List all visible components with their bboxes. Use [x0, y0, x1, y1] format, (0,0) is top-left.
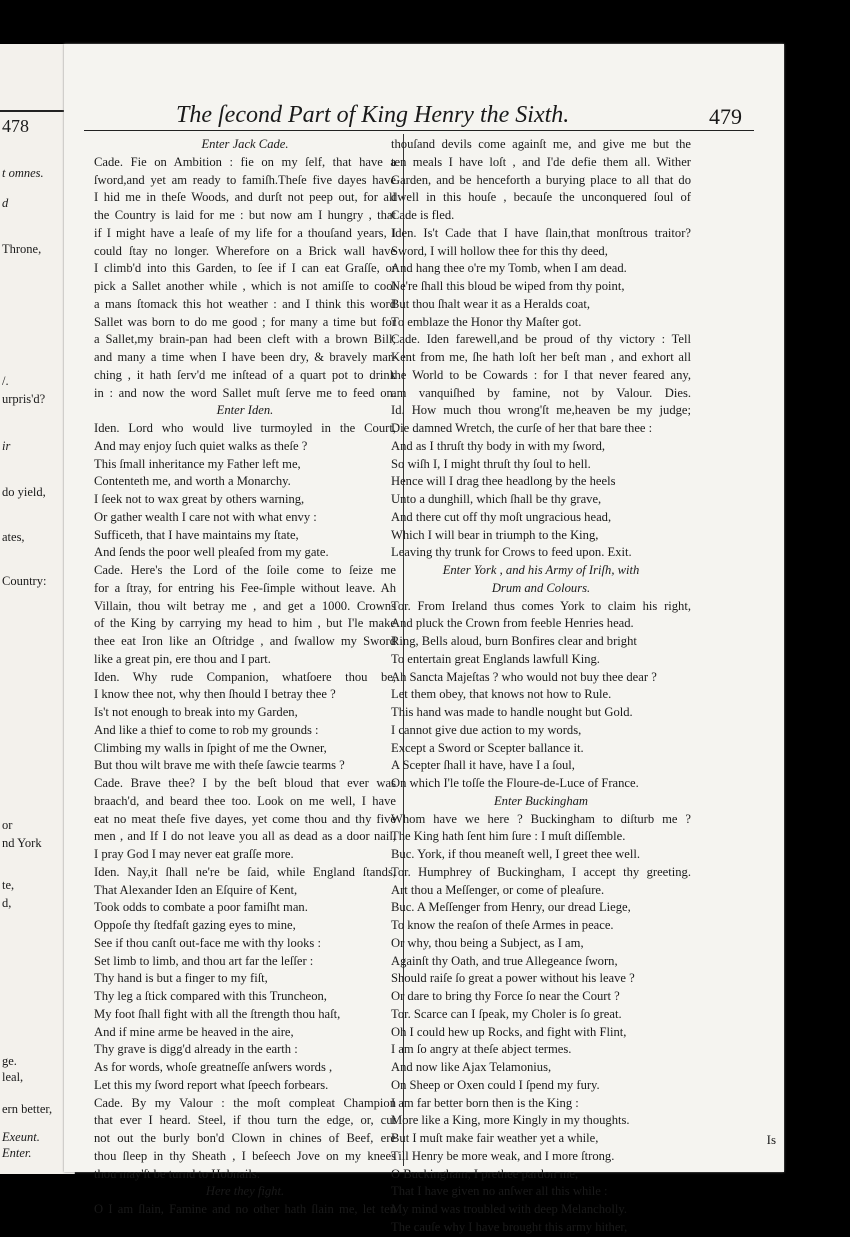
previous-page-fragment: Enter.	[2, 1146, 32, 1160]
text-line: Ring, Bells aloud, burn Bonfires clear and bright	[391, 634, 637, 648]
previous-page-fragment: te,	[2, 878, 15, 892]
stage-direction: Enter York , and his Army of Iriſh, with	[442, 563, 640, 577]
text-line: dwell in this houſe , becauſe the unconquered ſoul of	[391, 190, 691, 205]
stage-direction: Enter Iden.	[216, 403, 274, 418]
text-line: O Buckingham, I prethee pardon me,	[391, 1166, 579, 1181]
text-line: that ever I heard. Steel, if thou turn the edge, or, cut	[94, 1113, 396, 1128]
text-line: Cade. Brave thee? I by the beſt bloud that ever was	[94, 776, 396, 790]
text-line: And now like Ajax Telamonius,	[391, 1060, 552, 1074]
text-line: Againſt thy Oath, and true Allegeance ſworn,	[391, 953, 618, 968]
text-line: Iden. Nay,it ſhall ne're be ſaid, while England ſtands,	[94, 864, 396, 879]
text-line: men , and If I do not leave you all as dead as a door nail,	[94, 829, 396, 844]
page-number: 479	[709, 104, 742, 129]
text-line: Iden. Why rude Companion, whatſoere thou be,	[94, 669, 396, 684]
left-column	[94, 136, 396, 1219]
text-line: Till Henry be more weak, and I more ſtrong.	[391, 1148, 615, 1163]
previous-page-fragment: ir	[2, 439, 11, 453]
text-line: Villain, thou wilt betray me , and get a 1000. Crowns	[94, 598, 396, 613]
text-line: ching , it hath ſerv'd me inſtead of a quart pot to drink	[94, 367, 396, 382]
text-line: To entertain great Englands lawfull King.	[391, 651, 600, 666]
text-line: Iden. Is't Cade that I have ſlain,that monſtrous traitor?	[391, 225, 691, 240]
previous-page-header-rule	[0, 110, 66, 112]
text-line: My foot ſhall fight with all the ſtrength thou haſt,	[94, 1006, 341, 1021]
text-line: I cannot give due action to my words,	[391, 722, 582, 737]
text-line: Oppoſe thy ſtedfaſt gazing eyes to mine,	[94, 918, 296, 932]
text-line: And if mine arme be heaved in the aire,	[94, 1024, 294, 1039]
stage-direction: Enter Jack Cade.	[201, 137, 289, 151]
text-line: Ne're ſhall this bloud be wiped from thy point,	[391, 279, 625, 293]
previous-page-fragment: Exeunt.	[2, 1130, 40, 1144]
text-line: Or gather wealth I care not with what envy :	[94, 509, 317, 524]
text-line: Let them obey, that knows not how to Rule.	[391, 687, 612, 702]
text-line: Cade. By my Valour : the moſt compleat Champion	[94, 1095, 396, 1110]
text-line: Sufficeth, that I have maintains my ſtate,	[94, 527, 299, 542]
text-line: I know thee not, why then ſhould I betray thee ?	[94, 687, 336, 702]
text-line: Die damned Wretch, the curſe of her that bare thee :	[391, 421, 653, 435]
text-line: Or why, thou being a Subject, as I am,	[391, 935, 584, 950]
text-line: And may enjoy ſuch quiet walks as theſe ?	[94, 438, 308, 453]
text-line: a mans ſtomack this hot weather : and I think this word	[94, 296, 396, 311]
text-line: And hang thee o're my Tomb, when I am dead.	[391, 261, 627, 276]
text-line: could ſtay no longer. Wherefore on a Brick wall have	[94, 243, 396, 258]
text-line: Unto a dunghill, which ſhall be thy grave,	[391, 492, 602, 506]
previous-page-fragment: nd York	[2, 836, 42, 850]
text-line: Thy hand is but a finger to my fiſt,	[94, 971, 268, 986]
text-line: Which I will bear in triumph to the King,	[391, 527, 599, 542]
previous-page-fragment: urpris'd?	[2, 392, 46, 406]
text-line: And there cut off thy moſt ungracious head,	[391, 509, 612, 524]
text-line: thouſand devils come againſt me, and give me but the	[391, 137, 691, 151]
text-line: Cade is fled.	[391, 208, 455, 222]
text-line: So wiſh I, I might thruſt thy ſoul to hell.	[391, 456, 591, 471]
text-line: Iden. Lord who would live turmoyled in the Court,	[94, 421, 396, 435]
previous-page-fragment: ates,	[2, 530, 25, 544]
text-line: thou may'ſt be turnd to Hobnails.	[94, 1166, 260, 1181]
text-line: This ſmall inheritance my Father left me,	[94, 456, 301, 471]
previous-page-fragment: t omnes.	[2, 166, 44, 180]
text-line: eat no meat theſe five dayes, yet come thou and thy five	[94, 811, 396, 826]
text-line: To emblaze the Honor thy Maſter got.	[391, 314, 582, 329]
previous-page-fragment: leal,	[2, 1070, 24, 1084]
stage-direction: Enter Buckingham	[493, 793, 589, 808]
text-line: Tor. Humphrey of Buckingham, I accept thy greeting.	[391, 864, 691, 879]
text-line: Thy leg a ſtick compared with this Truncheon,	[94, 989, 327, 1003]
text-line: Or dare to bring thy Force ſo near the Court ?	[391, 989, 620, 1003]
previous-page-fragment: Throne,	[2, 242, 42, 256]
previous-page-fragment: d,	[2, 896, 12, 910]
text-line: Sword, I will hollow thee for this thy deed,	[391, 243, 608, 258]
text-line: Ah Sancta Majeſtas ? who would not buy thee dear ?	[391, 669, 657, 684]
text-line: pick a Sallet another while , which is not amiſſe to cool	[94, 279, 396, 293]
text-line: of the King by carrying my head to him , but I'le make	[94, 616, 396, 631]
text-line: Art thou a Meſſenger, or come of pleaſure.	[391, 882, 605, 897]
text-line: Sallet was born to do me good ; for many a time but for	[94, 314, 396, 329]
previous-page-fragment: /.	[2, 374, 9, 388]
page-title: The ſecond Part of King Henry the Sixth.	[176, 102, 570, 128]
running-header	[84, 100, 754, 131]
text-line: That I have given no anſwer all this while :	[391, 1184, 608, 1199]
text-line: not out the burly bon'd Clown in chines of Beef, ere	[94, 1131, 396, 1145]
previous-page-number: 478	[2, 116, 29, 136]
text-line: thou ſleep in thy Sheath , I beſeech Jove on my knees	[94, 1148, 396, 1163]
text-line: I hid me in theſe Woods, and durſt not peep out, for all	[94, 190, 396, 205]
previous-page-fragment: do yield,	[2, 485, 46, 499]
text-line: And as I thruſt thy body in with my ſword,	[391, 438, 606, 453]
text-line: ten meals I have loſt , and I'de defie them all. Wither	[391, 154, 691, 169]
text-line: ſword,and yet am ready to famiſh.Theſe five dayes have	[94, 172, 396, 187]
text-line: in : and now the word Sallet muſt ſerve me to feed on.	[94, 385, 396, 400]
text-line: Buc. York, if thou meaneſt well, I greet thee well.	[391, 847, 641, 861]
text-line: the World to be Cowards : for I that never feared any,	[391, 367, 691, 382]
text-line: for a ſtray, for entring his Fee-ſimple without leave. Ah	[94, 580, 396, 595]
text-line: Climbing my walls in ſpight of me the Owner,	[94, 740, 327, 755]
text-line: braach'd, and beard thee too. Look on me well, I have	[94, 793, 396, 808]
book-page	[64, 44, 784, 1234]
text-line: thee eat Iron like an Oſtridge , and ſwallow my Sword	[94, 634, 396, 648]
text-line: And like a thief to come to rob my grounds :	[94, 722, 319, 737]
text-line: O I am ſlain, Famine and no other hath ſlain me, let ten	[94, 1202, 396, 1216]
text-line: a Sallet,my brain-pan had been cleft with a brown Bill;	[94, 332, 396, 347]
text-line: Let this my ſword report what ſpeech forbears.	[94, 1077, 329, 1092]
text-line: Except a Sword or Scepter ballance it.	[391, 740, 584, 755]
text-line: I am far better born then is the King :	[391, 1095, 579, 1110]
right-column	[391, 136, 691, 1237]
text-line: Kent from me, ſhe hath loſt her beſt man , and exhort all	[391, 350, 691, 364]
text-line: A Scepter ſhall it have, have I a ſoul,	[391, 758, 575, 773]
previous-page-fragment: Country:	[2, 574, 47, 588]
text-line: Garden, and be henceforth a burying place to all that do	[391, 172, 691, 187]
text-line: And ſends the poor well pleaſed from my gate.	[94, 545, 329, 560]
text-line: But thou wilt brave me with theſe ſawcie tearms ?	[94, 758, 345, 773]
previous-page-fragment: ern better,	[2, 1102, 53, 1116]
text-line: if I might have a leaſe of my life for a thouſand years, I	[94, 225, 396, 240]
text-line: Contenteth me, and worth a Monarchy.	[94, 474, 291, 489]
text-line: To know the reaſon of theſe Armes in peace.	[391, 918, 614, 932]
text-line: More like a King, more Kingly in my thoughts.	[391, 1113, 630, 1128]
text-line: and many a time when I have been dry, & bravely mar-	[94, 350, 396, 364]
text-line: like a great pin, ere thou and I part.	[94, 651, 271, 666]
text-line: As for words, whoſe greatneſſe anſwers words ,	[94, 1060, 333, 1074]
text-line: am vanquiſhed by famine, not by Valour. Dies.	[391, 385, 691, 400]
text-line: Cade. Here's the Lord of the ſoile come to ſeize me	[94, 563, 396, 577]
text-line: Tor. From Ireland thus comes York to claim his right,	[391, 598, 691, 613]
previous-page-fragment: or	[2, 818, 13, 832]
text-line: The cauſe why I have brought this army hither,	[391, 1219, 628, 1234]
text-line: But thou ſhalt wear it as a Heralds coat,	[391, 296, 590, 311]
text-line: The King hath ſent him ſure : I muſt diſſemble.	[391, 829, 626, 844]
text-line: That Alexander Iden an Eſquire of Kent,	[94, 882, 298, 897]
text-line: Whom have we here ? Buckingham to diſturb me ?	[391, 811, 691, 826]
text-line: Oh I could hew up Rocks, and fight with Flint,	[391, 1024, 627, 1039]
text-line: On which I'le toſſe the Floure-de-Luce of France.	[391, 776, 639, 790]
text-line: Is't not enough to break into my Garden,	[94, 705, 298, 719]
text-line: Cade. Fie on Ambition : fie on my ſelf, that have a	[94, 154, 396, 169]
text-line: Thy grave is digg'd already in the earth :	[94, 1042, 298, 1057]
text-line: Cade. Iden farewell,and be proud of thy victory : Tell	[391, 332, 691, 347]
text-line: I climb'd into this Garden, to ſee if I can eat Graſſe, or	[94, 261, 396, 276]
previous-page-fragment: d	[2, 196, 9, 210]
text-line: I am ſo angry at theſe abject termes.	[391, 1042, 572, 1057]
stage-direction: Here they fight.	[205, 1184, 285, 1199]
text-line: Buc. A Meſſenger from Henry, our dread Liege,	[391, 900, 631, 915]
text-line: Set limb to limb, and thou art far the leſſer :	[94, 953, 314, 968]
text-line: Leaving thy trunk for Crows to feed upon. Exit.	[391, 545, 632, 560]
text-line: Should raiſe ſo great a power without his leave ?	[391, 971, 635, 986]
text-line: And pluck the Crown from feeble Henries head.	[391, 616, 634, 631]
text-line: I ſeek not to wax great by others warning,	[94, 492, 305, 506]
text-line: I pray God I may never eat graſſe more.	[94, 847, 294, 861]
text-line: Took odds to combate a poor famiſht man.	[94, 900, 308, 915]
text-line: Id. How much thou wrong'ſt me,heaven be my judge;	[391, 403, 691, 418]
text-line: the Country is laid for me : but now am I hungry , that	[94, 208, 396, 222]
text-line: But I muſt make fair weather yet a while,	[391, 1131, 599, 1145]
catchword: Is	[766, 1132, 776, 1147]
text-line: On Sheep or Oxen could I ſpend my fury.	[391, 1077, 600, 1092]
stage-direction: Drum and Colours.	[491, 580, 591, 595]
text-line: Hence will I drag thee headlong by the heels	[391, 474, 616, 489]
text-line: My mind was troubled with deep Melancholly.	[391, 1202, 627, 1216]
previous-page-fragment: ge.	[2, 1054, 17, 1068]
text-line: This hand was made to handle nought but Gold.	[391, 705, 633, 719]
text-line: Tor. Scarce can I ſpeak, my Choler is ſo great.	[391, 1006, 622, 1021]
text-line: See if thou canſt out-face me with thy looks :	[94, 935, 321, 950]
